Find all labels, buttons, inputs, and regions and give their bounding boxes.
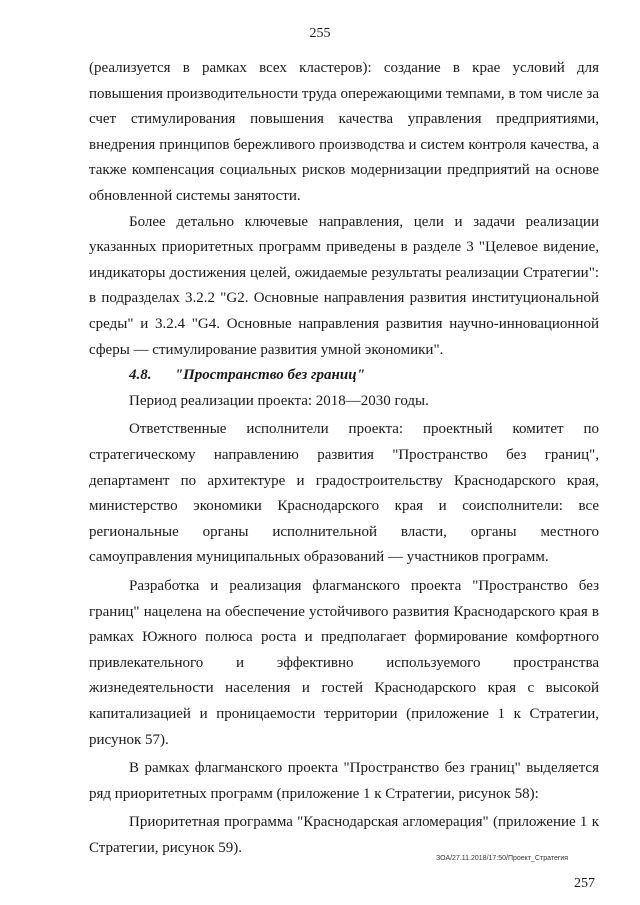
document-body [89, 56, 599, 861]
paragraph-flagship: Разработка и реализация флагманского проекта "Пространство без границ" нацелена на обеспечение устойчивого развития Краснодарского края в рамках Южного полюса роста и предполагает формирование комфортного привлекательного и эффективно используемого пространства жизнедеятельности населения и гостей Краснодарского края с высокой капитализацией и проницаемости территории (приложение 1 к Стратегии, рисунок 57). [89, 577, 599, 748]
section-title: "Пространство без границ" [174, 367, 365, 384]
page-number-top: 255 [309, 26, 331, 41]
paragraph-agglomeration: Приоритетная программа "Краснодарская агломерация" (приложение 1 к Стратегии, рисунок 59). [89, 814, 599, 856]
paragraph-executors: Ответственные исполнители проекта: проектный комитет по стратегическому направлению развития "Пространство без границ", департамент по архитектуре и градостроительству Краснодарского края, министерство экономики Краснодарского края и соисполнители: все региональные органы исполнительной власти, органы местного самоуправления муниципальных образований — участников программ. [89, 421, 599, 566]
section-number: 4.8. [129, 367, 152, 384]
paragraph-period: Период реализации проекта: 2018—2030 годы. [129, 392, 429, 409]
section-heading [89, 363, 599, 389]
page-number-bottom: 257 [574, 876, 595, 891]
paragraph-directions: Более детально ключевые направления, цели и задачи реализации указанных приоритетных программ приведены в разделе 3 "Целевое видение, индикаторы достижения целей, ожидаемые результаты реализации Стратегии": в подразделах 3.2.2 "G2. Основные направления развития институциональной среды" и 3.2.4 "G4. Основные направления развития научно-инновационной сферы — стимулирование развития умной экономики". [89, 213, 599, 358]
paragraph-programs: В рамках флагманского проекта "Пространство без границ" выделяется ряд приоритетных программ (приложение 1 к Стратегии, рисунок 58): [89, 760, 599, 802]
paragraph-continuation: (реализуется в рамках всех кластеров): создание в крае условий для повышения производительности труда опережающими темпами, в том числе за счет стимулирования повышения качества управления предприятиями, внедрения принципов бережливого производства и систем контроля качества, а также компенсация социальных рисков модернизации предприятий на основе обновленной системы занятости. [89, 60, 599, 204]
footer-stamp: ЗОА/27.11.2018/17:50/Проект_Стратегия [436, 855, 569, 862]
